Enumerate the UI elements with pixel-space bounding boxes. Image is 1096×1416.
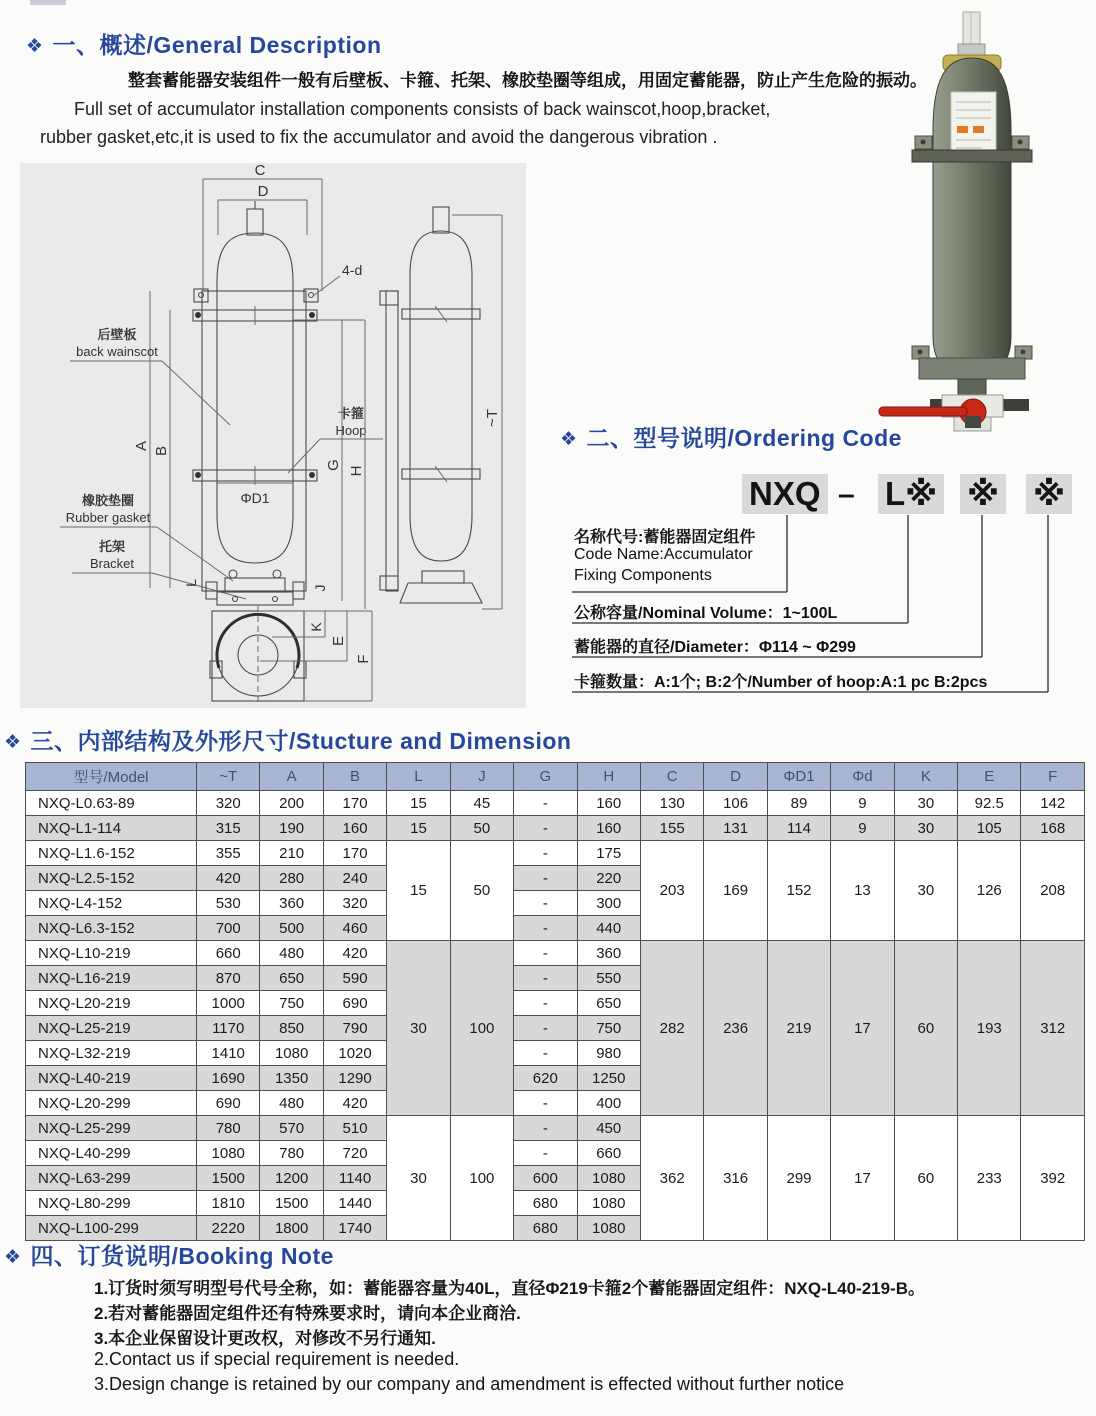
dim-cell: 660 [197,941,260,966]
dim-cell: 130 [640,791,703,816]
dim-cell: 126 [958,841,1021,941]
dim-cell: 1250 [577,1066,640,1091]
dim-cell: - [514,866,577,891]
dim-cell: 89 [767,791,830,816]
dim-cell: 1350 [260,1066,323,1091]
dim-h-label: H [348,465,365,477]
dim-cell: 315 [197,816,260,841]
dim-cell: 100 [450,1116,513,1241]
valve-handle [879,407,967,416]
dimension-table [25,762,1085,1241]
dim-cell: - [514,991,577,1016]
dim-cell: 13 [831,841,894,941]
dim-cell: - [514,1141,577,1166]
dim-cell: 1080 [197,1141,260,1166]
ordering-code-section [560,420,1096,716]
dim-cell: - [514,841,577,866]
dim-cell: 155 [640,816,703,841]
dim-cell: 420 [323,1091,386,1116]
column-header: 型号/Model [26,763,197,791]
section4-title: 四、订货说明/Booking Note [30,1243,334,1269]
booking-note-4: 2.Contact us if special requirement is needed. [94,1349,460,1369]
diameter-line: 蓄能器的直径/Diameter：Φ114 ~ Φ299 [574,639,856,656]
dim-cell: 236 [704,941,767,1116]
dim-cell: 1170 [197,1016,260,1041]
booking-note-1: 1.订货时须写明型号代号全称，如：蓄能器容量为40L，直径Φ219卡箍2个蓄能器固定组件：NXQ-L40-219-B。 [94,1279,925,1298]
dim-cell: 30 [894,816,957,841]
section1-heading [26,27,382,60]
dim-cell: 168 [1021,816,1085,841]
dim-cell: 60 [894,941,957,1116]
dim-k-label: K [308,622,324,632]
table-row [26,1116,1085,1141]
dim-cell: 480 [260,941,323,966]
dim-cell: 355 [197,841,260,866]
dim-cell: 530 [197,891,260,916]
model-cell: NXQ-L20-299 [26,1091,197,1116]
dim-cell: 1080 [577,1166,640,1191]
dim-cell: 1200 [260,1166,323,1191]
dim-cell: 570 [260,1116,323,1141]
dim-cell: 1020 [323,1041,386,1066]
drawing-svg [20,163,526,708]
dim-cell: 30 [387,941,450,1116]
dim-cell: 870 [197,966,260,991]
dim-cell: 510 [323,1116,386,1141]
dim-cell: 30 [894,791,957,816]
dim-cell: 360 [577,941,640,966]
dim-cell: 360 [260,891,323,916]
booking-note-5: 3.Design change is retained by our company and amendment is effected without further notice [94,1374,845,1394]
section3-title: 三、内部结构及外形尺寸/Stucture and Dimension [30,728,572,754]
dim-cell: 100 [450,941,513,1116]
table-row [26,841,1085,866]
dim-cell: 392 [1021,1116,1085,1241]
dim-cell: 750 [577,1016,640,1041]
dim-cell: 450 [577,1116,640,1141]
four-d-label: 4-d [342,262,363,278]
dim-cell: - [514,891,577,916]
dim-cell: 440 [577,916,640,941]
booking-note-3: 3.本企业保留设计更改权，对修改不另行通知. [94,1329,436,1348]
code-prefix: NXQ [742,474,828,514]
dim-cell: 17 [831,941,894,1116]
dim-cell: 780 [197,1116,260,1141]
section3-heading [4,723,571,756]
model-cell: NXQ-L25-219 [26,1016,197,1041]
dim-cell: 280 [260,866,323,891]
diamond-bullet-icon: ❖ [560,429,578,450]
dim-cell: 312 [1021,941,1085,1116]
model-cell: NXQ-L0.63-89 [26,791,197,816]
dim-cell: 780 [260,1141,323,1166]
section1-title: 一、概述/General Description [52,32,382,58]
dim-cell: 152 [767,841,830,941]
phi-d1-label: ΦD1 [240,490,270,506]
dim-cell: 420 [197,866,260,891]
header-row [26,763,1085,791]
dim-cell: 300 [577,891,640,916]
dim-cell: 362 [640,1116,703,1241]
column-header: H [577,763,640,791]
product-photo [872,8,1072,433]
column-header: G [514,763,577,791]
code-dash: – [838,478,855,511]
dim-cell: 720 [323,1141,386,1166]
dim-f-label: F [355,654,372,664]
diamond-bullet-icon: ❖ [4,732,22,753]
dim-cell: - [514,941,577,966]
description-en-line1: Full set of accumulator installation components consists of back wainscot,hoop,bracket, [74,99,771,119]
table-row [26,791,1085,816]
dim-cell: 320 [323,891,386,916]
dim-cell: 690 [323,991,386,1016]
model-cell: NXQ-L10-219 [26,941,197,966]
column-header: J [450,763,513,791]
dim-cell: 2220 [197,1216,260,1241]
diamond-bullet-icon: ❖ [26,36,44,57]
dim-cell: - [514,1091,577,1116]
model-cell: NXQ-L1-114 [26,816,197,841]
dim-cell: - [514,791,577,816]
column-header: K [894,763,957,791]
dim-cell: 980 [577,1041,640,1066]
code-volume: L※ [878,474,944,514]
dim-cell: 1000 [197,991,260,1016]
dim-cell: 1810 [197,1191,260,1216]
dim-cell: 160 [577,791,640,816]
rubber-gasket-label-en: Rubber gasket [65,510,151,525]
dim-cell: 1440 [323,1191,386,1216]
section4-heading [4,1238,334,1271]
dim-cell: 92.5 [958,791,1021,816]
dim-cell: 750 [260,991,323,1016]
dim-g-label: G [325,459,342,471]
dim-cell: 1080 [260,1041,323,1066]
dim-l-label: L [183,579,199,587]
dim-cell: - [514,816,577,841]
model-cell: NXQ-L63-299 [26,1166,197,1191]
code-name-line-en2: Fixing Components [574,567,712,584]
dim-cell: 1290 [323,1066,386,1091]
dim-cell: 208 [1021,841,1085,941]
dim-cell: 200 [260,791,323,816]
dim-cell: 60 [894,1116,957,1241]
dim-cell: 1410 [197,1041,260,1066]
dim-cell: 790 [323,1016,386,1041]
dim-cell: 420 [323,941,386,966]
dim-cell: 131 [704,816,767,841]
dim-cell: 400 [577,1091,640,1116]
hoop-number-line: 卡箍数量：A:1个; B:2个/Number of hoop:A:1 pc B:2pcs [574,674,988,691]
dim-cell: 15 [387,816,450,841]
dim-cell: 190 [260,816,323,841]
dim-cell: 1800 [260,1216,323,1241]
dim-cell: 114 [767,816,830,841]
dimension-table-wrap [25,762,1085,1241]
code-name-line-en1: Code Name:Accumulator [574,546,753,563]
dim-cell: 1080 [577,1216,640,1241]
dim-b-label: B [153,445,170,457]
model-cell: NXQ-L4-152 [26,891,197,916]
description-en-line2: rubber gasket,etc,it is used to fix the accumulator and avoid the dangerous vibration . [40,127,718,147]
dim-cell: 1740 [323,1216,386,1241]
dim-cell: 45 [450,791,513,816]
nominal-volume-line: 公称容量/Nominal Volume：1~100L [574,605,838,622]
dim-cell: 160 [577,816,640,841]
dim-cell: 500 [260,916,323,941]
dim-cell: - [514,916,577,941]
dim-c-label: C [254,163,266,179]
diamond-bullet-icon: ❖ [4,1247,22,1268]
dim-cell: 550 [577,966,640,991]
dim-cell: 690 [197,1091,260,1116]
dim-cell: 219 [767,941,830,1116]
dim-cell: 160 [323,816,386,841]
dim-cell: 282 [640,941,703,1116]
dim-cell: 170 [323,791,386,816]
dim-cell: 1500 [260,1191,323,1216]
technical-drawing [20,163,526,708]
column-header: ΦD1 [767,763,830,791]
dim-cell: 50 [450,841,513,941]
dim-cell: 193 [958,941,1021,1116]
dim-j-label: J [312,584,328,592]
dim-cell: 680 [514,1191,577,1216]
dim-cell: 105 [958,816,1021,841]
dim-cell: 590 [323,966,386,991]
hoop-label-zh: 卡箍 [337,406,365,421]
dim-cell: 169 [704,841,767,941]
column-header: A [260,763,323,791]
dim-cell: 9 [831,816,894,841]
model-cell: NXQ-L6.3-152 [26,916,197,941]
dim-cell: 240 [323,866,386,891]
dim-cell: - [514,1016,577,1041]
dim-t-label: ~T [484,409,501,427]
back-wainscot-label-en: back wainscot [76,344,158,359]
code-hoop-count: ※ [1026,474,1072,514]
dim-cell: 203 [640,841,703,941]
scan-artifact [30,0,66,5]
model-cell: NXQ-L16-219 [26,966,197,991]
dim-cell: 316 [704,1116,767,1241]
column-header: C [640,763,703,791]
dim-cell: 460 [323,916,386,941]
dim-cell: 480 [260,1091,323,1116]
model-cell: NXQ-L20-219 [26,991,197,1016]
dim-cell: 30 [387,1116,450,1241]
dim-cell: 175 [577,841,640,866]
model-cell: NXQ-L40-219 [26,1066,197,1091]
dim-cell: 320 [197,791,260,816]
dim-cell: - [514,1116,577,1141]
dim-cell: 700 [197,916,260,941]
column-header: Φd [831,763,894,791]
dim-cell: 50 [450,816,513,841]
dim-cell: 9 [831,791,894,816]
dim-cell: 142 [1021,791,1085,816]
dim-cell: 15 [387,791,450,816]
dim-cell: 170 [323,841,386,866]
dim-d-label: D [257,183,269,200]
dim-cell: 620 [514,1066,577,1091]
hoop-label-en: Hoop [335,423,367,438]
column-header: E [958,763,1021,791]
dim-a-label: A [133,440,150,452]
column-header: F [1021,763,1085,791]
column-header: B [323,763,386,791]
model-cell: NXQ-L100-299 [26,1216,197,1241]
dim-cell: 220 [577,866,640,891]
dim-cell: 1140 [323,1166,386,1191]
dim-cell: 106 [704,791,767,816]
dim-cell: - [514,1041,577,1066]
bracket-label-en: Bracket [89,556,135,571]
dim-cell: 680 [514,1216,577,1241]
dim-cell: 233 [958,1116,1021,1241]
dim-cell: 660 [577,1141,640,1166]
dim-cell: 299 [767,1116,830,1241]
dim-cell: 650 [577,991,640,1016]
dim-cell: 650 [260,966,323,991]
model-cell: NXQ-L1.6-152 [26,841,197,866]
dim-e-label: E [330,635,347,647]
model-cell: NXQ-L40-299 [26,1141,197,1166]
dim-cell: 210 [260,841,323,866]
dim-cell: 1690 [197,1066,260,1091]
dim-cell: 15 [387,841,450,941]
dim-cell: 600 [514,1166,577,1191]
column-header: ~T [197,763,260,791]
code-diameter: ※ [960,474,1006,514]
code-name-line-zh: 名称代号:蓄能器固定组件 [574,529,756,546]
column-header: D [704,763,767,791]
dim-cell: 850 [260,1016,323,1041]
table-row [26,816,1085,841]
table-row [26,941,1085,966]
model-cell: NXQ-L2.5-152 [26,866,197,891]
column-header: L [387,763,450,791]
bracket-label-zh: 托架 [98,539,126,554]
back-wainscot-label-zh: 后壁板 [97,327,137,342]
model-cell: NXQ-L32-219 [26,1041,197,1066]
rubber-gasket-label-zh: 橡胶垫圈 [81,493,135,508]
dim-cell: 30 [894,841,957,941]
dim-cell: 17 [831,1116,894,1241]
section2-title: 二、型号说明/Ordering Code [586,425,902,451]
accumulator-photo-svg [872,8,1072,433]
booking-note-2: 2.若对蓄能器固定组件还有特殊要求时，请向本企业商洽. [94,1304,521,1323]
description-zh: 整套蓄能器安装组件一般有后壁板、卡箍、托架、橡胶垫圈等组成，用固定蓄能器，防止产生危险的振动。 [128,71,927,90]
dim-cell: 1080 [577,1191,640,1216]
model-cell: NXQ-L25-299 [26,1116,197,1141]
dim-cell: 1500 [197,1166,260,1191]
model-cell: NXQ-L80-299 [26,1191,197,1216]
dim-cell: - [514,966,577,991]
